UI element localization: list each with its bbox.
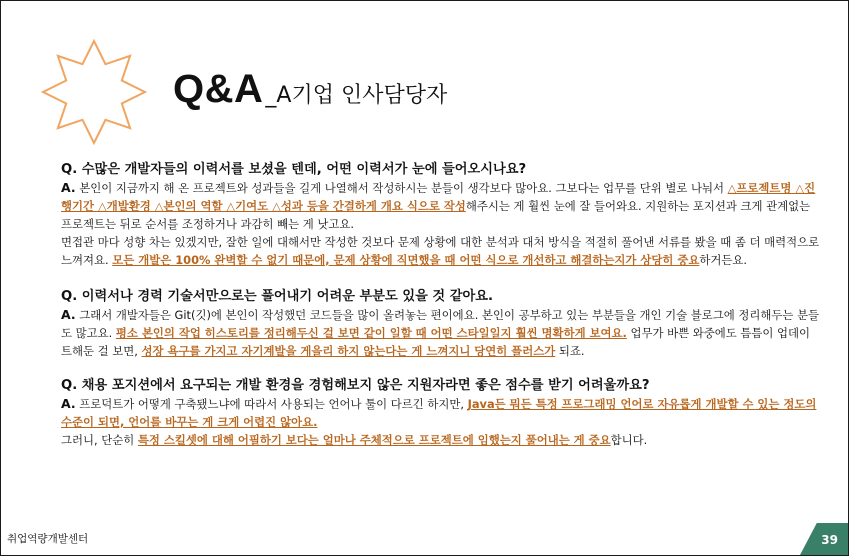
answer-text: 합니다. — [610, 433, 648, 447]
answer-text: 프로덕트가 어떻게 구축됐느냐에 따라서 사용되는 언어나 툴이 다르긴 하지만, — [75, 397, 468, 411]
footer-org: 취업역량개발센터 — [7, 533, 89, 545]
answer-text: 업무가 바쁜 와중에도 틈틈이 업데이트해둔 걸 보면, — [61, 326, 811, 358]
answer-highlight: 특정 스킬셋에 대해 어필하기 보다는 얼마나 주체적으로 프로젝트에 임했는지 풀어내는 게 중요 — [137, 433, 611, 447]
qa-item — [61, 288, 821, 360]
qa-content — [61, 161, 821, 449]
answer-text: 되죠. — [555, 344, 585, 358]
answer-paragraph — [61, 431, 821, 449]
answer-text: 하거든요. — [699, 253, 748, 267]
page-number: 39 — [821, 533, 838, 547]
answer-label: A. — [61, 307, 76, 322]
answer-highlight: Java든 뭐든 특정 프로그래밍 언어로 자유롭게 개발할 수 있는 정도의 수준이 되면, 언어를 바꾸는 게 크게 어렵진 않아요. — [61, 397, 817, 429]
answer-text: 그래서 개발자들은 Git(깃)에 본인이 작성했던 코드들을 많이 올려놓는 편이에요. 본인이 공부하고 있는 부분들을 개인 기술 블로그에 정리해두는 분들도 많고요. — [61, 308, 819, 340]
answer-text: 해주시는 게 훨씬 눈에 잘 들어와요. 지원하는 포지션과 크게 관계없는 프로젝트는 뒤로 순서를 조정하거나 과감히 빼는 게 낫고요. — [61, 199, 811, 231]
answer-highlight: △프로젝트명 △진행기간 △개발환경 △본인의 역할 △기여도 △성과 등을 간결하게 개요 식으로 작성 — [61, 181, 816, 213]
question-text: Q. 채용 포지션에서 요구되는 개발 환경을 경험해보지 않은 지원자라면 좋은 점수를 받기 어려울까요? — [61, 378, 650, 393]
star-icon — [39, 37, 149, 147]
answer-highlight: 모든 개발은 100% 완벽할 수 없기 때문에, 문제 상황에 직면했을 때 어떤 식으로 개선하고 해결하는지가 상당히 중요 — [112, 253, 700, 267]
question-text: Q. 이력서나 경력 기술서만으로는 풀어내기 어려운 부분도 있을 것 같아요. — [61, 289, 493, 304]
title-sub: _A기업 인사담당자 — [265, 83, 448, 108]
answer-text: 면접관 마다 성향 차는 있겠지만, 잘한 일에 대해서만 작성한 것보다 문제 상황에 대한 분석과 대처 방식을 적절히 풀어낸 서류를 봤을 때 좀 더 매력적으로 느껴져요. — [61, 235, 820, 267]
answer-paragraph — [61, 233, 821, 269]
qa-item — [61, 161, 821, 269]
answer-text: 그러니, 단순히 — [61, 433, 138, 447]
answer-text: 본인이 지금까지 해 온 프로젝트와 성과들을 길게 나열해서 작성하시는 분들이 생각보다 많아요. 그보다는 업무를 단위 별로 나눠서 — [75, 181, 728, 195]
answer-paragraph — [61, 306, 821, 360]
question-text: Q. 수많은 개발자들의 이력서를 보셨을 텐데, 어떤 이력서가 눈에 들어오시나요? — [61, 162, 527, 177]
page-title — [173, 67, 447, 112]
qa-item — [61, 377, 821, 449]
answer-label: A. — [61, 180, 76, 195]
answer-highlight: 성장 욕구를 가지고 자기계발을 게을리 하지 않는다는 게 느껴지니 당연히 플러스가 — [141, 344, 556, 358]
answer-paragraph — [61, 179, 821, 233]
answer-label: A. — [61, 396, 76, 411]
title-main: Q&A — [173, 67, 264, 111]
answer-paragraph — [61, 395, 821, 431]
answer-highlight: 평소 본인의 작업 히스토리를 정리해두신 걸 보면 같이 일할 때 어떤 스타일일지 훨씬 명확하게 보여요. — [115, 326, 627, 340]
